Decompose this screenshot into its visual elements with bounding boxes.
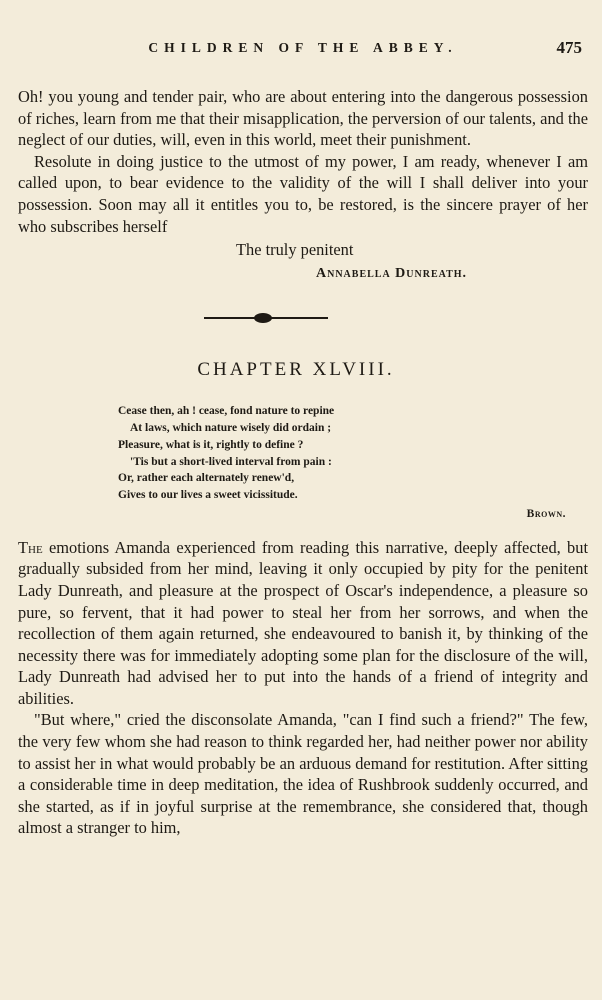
letter-paragraph: Resolute in doing justice to the utmost of my power, I am ready, whenever I am called upon, to bear evidence to the validity of the will I shall deliver into your possession. Soon may all it entitles you to, be restored, is the sincere prayer of her who subscribes herself	[18, 151, 588, 236]
epigraph	[118, 403, 566, 523]
page-number: 475	[556, 38, 582, 57]
lead-word: The	[18, 537, 43, 557]
epigraph-line: Pleasure, what is it, rightly to define ?	[118, 438, 304, 451]
epigraph-author: Brown.	[526, 507, 566, 520]
section-divider-ornament	[204, 311, 328, 325]
letter-signature: Annabella Dunreath.	[316, 266, 468, 282]
paragraph-text: emotions Amanda experienced from reading this narrative, deeply affected, but gradually subsided from her mind, leaving it only occupied by pity for the penitent Lady Dunreath, and pleasure at the prospect of Oscar's independence, a pleasure so pure, so fervent, that it had power to steal her from her sorrows, and when the recollection of them again returned, she endeavoured to banish it, by thinking of the necessity there was for immediately adopting some plan for the disclosure of the will, Lady Dunreath had advised her to put into the hands of a friend of integrity and abilities.	[18, 537, 588, 708]
epigraph-line: At laws, which nature wisely did ordain ;	[130, 421, 332, 434]
fleuron-icon	[254, 313, 272, 323]
epigraph-line: 'Tis but a short-lived interval from pain :	[130, 455, 332, 468]
letter-paragraph: Oh! you young and tender pair, who are about entering into the dangerous possession of riches, learn from me that their misapplication, the perversion of our talents, and the neglect of our duties, will, even in this world, meet their punishment.	[18, 87, 588, 150]
chapter-body	[18, 537, 588, 839]
chapter-title: CHAPTER XLVIII.	[197, 359, 395, 381]
body-paragraph: "But where," cried the disconsolate Amanda, "can I find such a friend?" The few, the very few whom she had reason to think regarded her, had neither power nor ability to assist her in what would probably be an arduous demand for restitution. After sitting a considerable time in deep meditation, the idea of Rushbrook suddenly occurred, and she started, as if in joyful surprise at the remembrance, she considered that, though almost a stranger to him,	[18, 710, 588, 838]
running-title: CHILDREN OF THE ABBEY.	[148, 40, 458, 55]
epigraph-line: Gives to our lives a sweet vicissitude.	[118, 489, 298, 502]
letter-section	[18, 86, 588, 285]
epigraph-line: Cease then, ah ! cease, fond nature to repine	[118, 405, 335, 418]
epigraph-line: Or, rather each alternately renew'd,	[118, 472, 295, 485]
letter-closing: The truly penitent	[236, 240, 354, 260]
body-paragraph	[18, 537, 588, 710]
running-head	[18, 38, 588, 60]
